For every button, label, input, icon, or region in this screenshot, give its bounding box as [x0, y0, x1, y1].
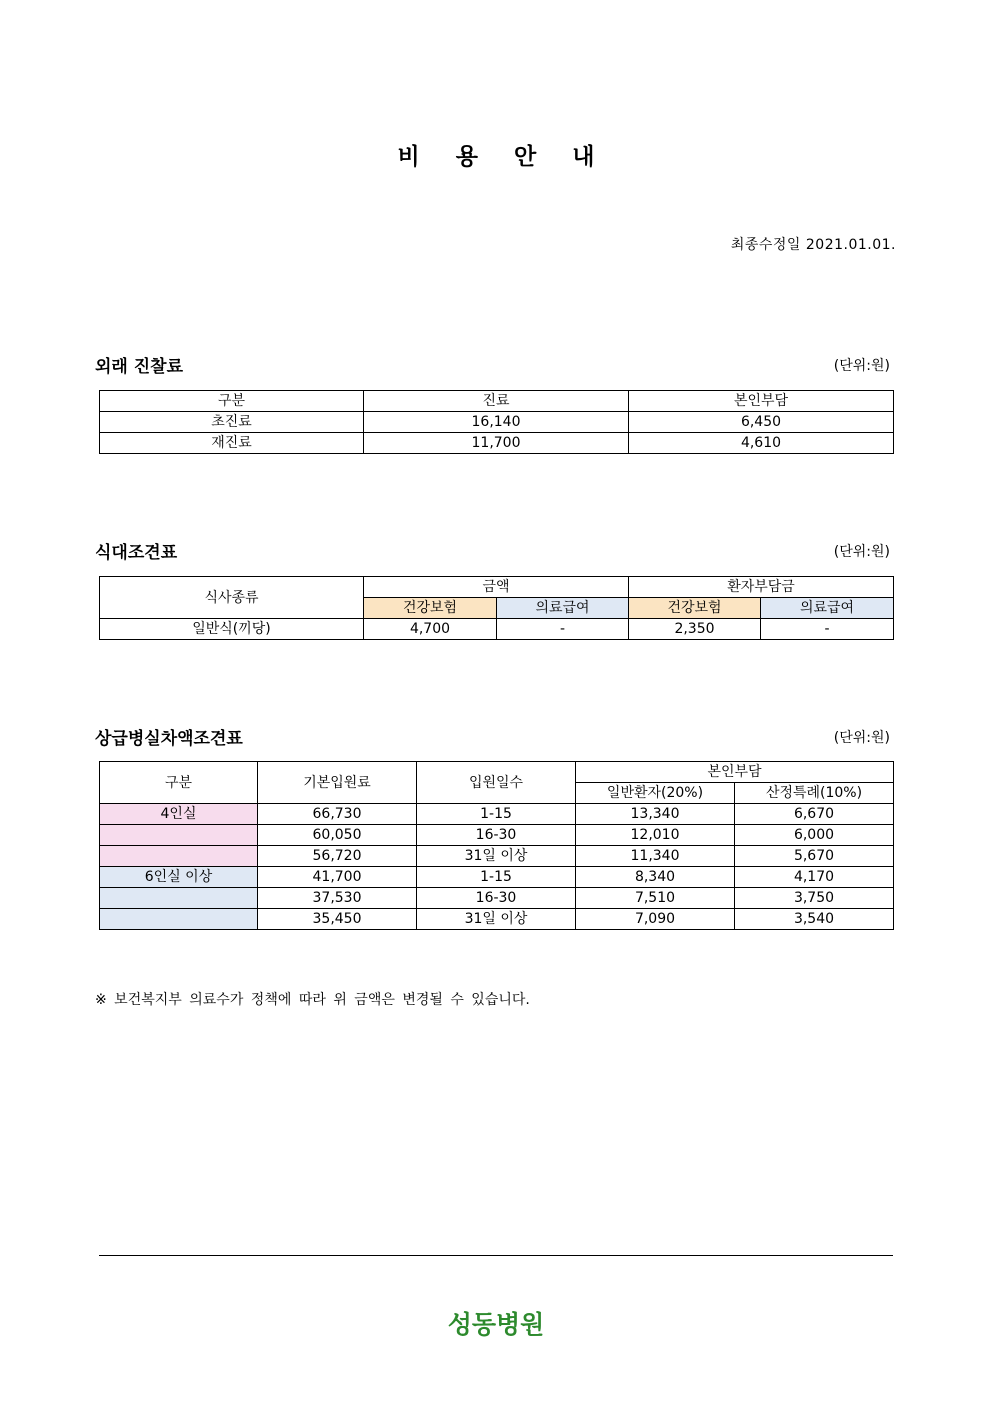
table-row	[100, 619, 894, 640]
room-type-cell: 6인실 이상	[100, 867, 258, 888]
table-cell: 일반식(끼당)	[100, 619, 364, 640]
outpatient-section-title: 외래 진찰료	[95, 357, 184, 377]
table-row	[100, 804, 894, 825]
table-header-row	[100, 577, 894, 598]
header-cell: 식사종류	[100, 577, 364, 619]
header-cell: 환자부담금	[629, 577, 894, 598]
table-cell: 13,340	[576, 804, 735, 825]
table-row	[100, 888, 894, 909]
table-row	[100, 909, 894, 930]
outpatient-unit: (단위:원)	[833, 358, 890, 374]
room-table	[99, 761, 894, 930]
room-type-cell	[100, 846, 258, 867]
header-cell: 구분	[100, 762, 258, 804]
subheader-cell: 산정특례(10%)	[735, 783, 894, 804]
table-cell: 31일 이상	[417, 846, 576, 867]
table-cell: 6,450	[629, 412, 894, 433]
header-cell: 기본입원료	[258, 762, 417, 804]
header-cell: 본인부담	[629, 391, 894, 412]
header-cell: 본인부담	[576, 762, 894, 783]
table-cell: 11,340	[576, 846, 735, 867]
table-cell: 37,530	[258, 888, 417, 909]
room-type-cell	[100, 888, 258, 909]
room-section-title: 상급병실차액조견표	[95, 729, 243, 749]
room-type-cell: 4인실	[100, 804, 258, 825]
meal-table	[99, 576, 894, 640]
table-cell: -	[497, 619, 629, 640]
table-header-row	[100, 762, 894, 783]
table-cell: 16-30	[417, 825, 576, 846]
table-cell: 60,050	[258, 825, 417, 846]
table-cell: 2,350	[629, 619, 761, 640]
hospital-name: 성동병원	[447, 1310, 545, 1339]
table-cell: 초진료	[100, 412, 364, 433]
table-cell: 31일 이상	[417, 909, 576, 930]
table-cell: 5,670	[735, 846, 894, 867]
meal-unit: (단위:원)	[833, 544, 890, 560]
table-cell: 1-15	[417, 867, 576, 888]
table-cell: 12,010	[576, 825, 735, 846]
table-cell: 16-30	[417, 888, 576, 909]
table-header-row	[100, 391, 894, 412]
subheader-cell: 의료급여	[497, 598, 629, 619]
footer-divider	[99, 1255, 893, 1256]
header-cell: 구분	[100, 391, 364, 412]
table-row	[100, 433, 894, 454]
table-cell: 66,730	[258, 804, 417, 825]
table-cell: 4,170	[735, 867, 894, 888]
table-row	[100, 867, 894, 888]
table-cell: 56,720	[258, 846, 417, 867]
outpatient-table	[99, 390, 894, 454]
room-unit: (단위:원)	[833, 730, 890, 746]
meal-section-title: 식대조견표	[95, 543, 178, 563]
header-cell: 진료	[364, 391, 629, 412]
table-cell: 7,090	[576, 909, 735, 930]
table-row	[100, 846, 894, 867]
table-cell: 4,700	[364, 619, 497, 640]
header-cell: 입원일수	[417, 762, 576, 804]
subheader-cell: 건강보험	[629, 598, 761, 619]
table-cell: 3,750	[735, 888, 894, 909]
table-cell: 7,510	[576, 888, 735, 909]
subheader-cell: 일반환자(20%)	[576, 783, 735, 804]
subheader-cell: 의료급여	[761, 598, 894, 619]
room-type-cell	[100, 909, 258, 930]
table-cell: 6,000	[735, 825, 894, 846]
table-row	[100, 825, 894, 846]
table-cell: 1-15	[417, 804, 576, 825]
table-cell: 3,540	[735, 909, 894, 930]
table-cell: 재진료	[100, 433, 364, 454]
table-row	[100, 412, 894, 433]
table-cell: 11,700	[364, 433, 629, 454]
document-title: 비 용 안 내	[397, 144, 609, 170]
room-type-cell	[100, 825, 258, 846]
table-cell: 35,450	[258, 909, 417, 930]
header-cell: 금액	[364, 577, 629, 598]
table-cell: -	[761, 619, 894, 640]
policy-note: ※ 보건복지부 의료수가 정책에 따라 위 금액은 변경될 수 있습니다.	[95, 992, 530, 1008]
revised-date: 최종수정일 2021.01.01.	[730, 237, 896, 253]
table-cell: 4,610	[629, 433, 894, 454]
table-cell: 8,340	[576, 867, 735, 888]
subheader-cell: 건강보험	[364, 598, 497, 619]
table-cell: 16,140	[364, 412, 629, 433]
table-cell: 6,670	[735, 804, 894, 825]
table-cell: 41,700	[258, 867, 417, 888]
